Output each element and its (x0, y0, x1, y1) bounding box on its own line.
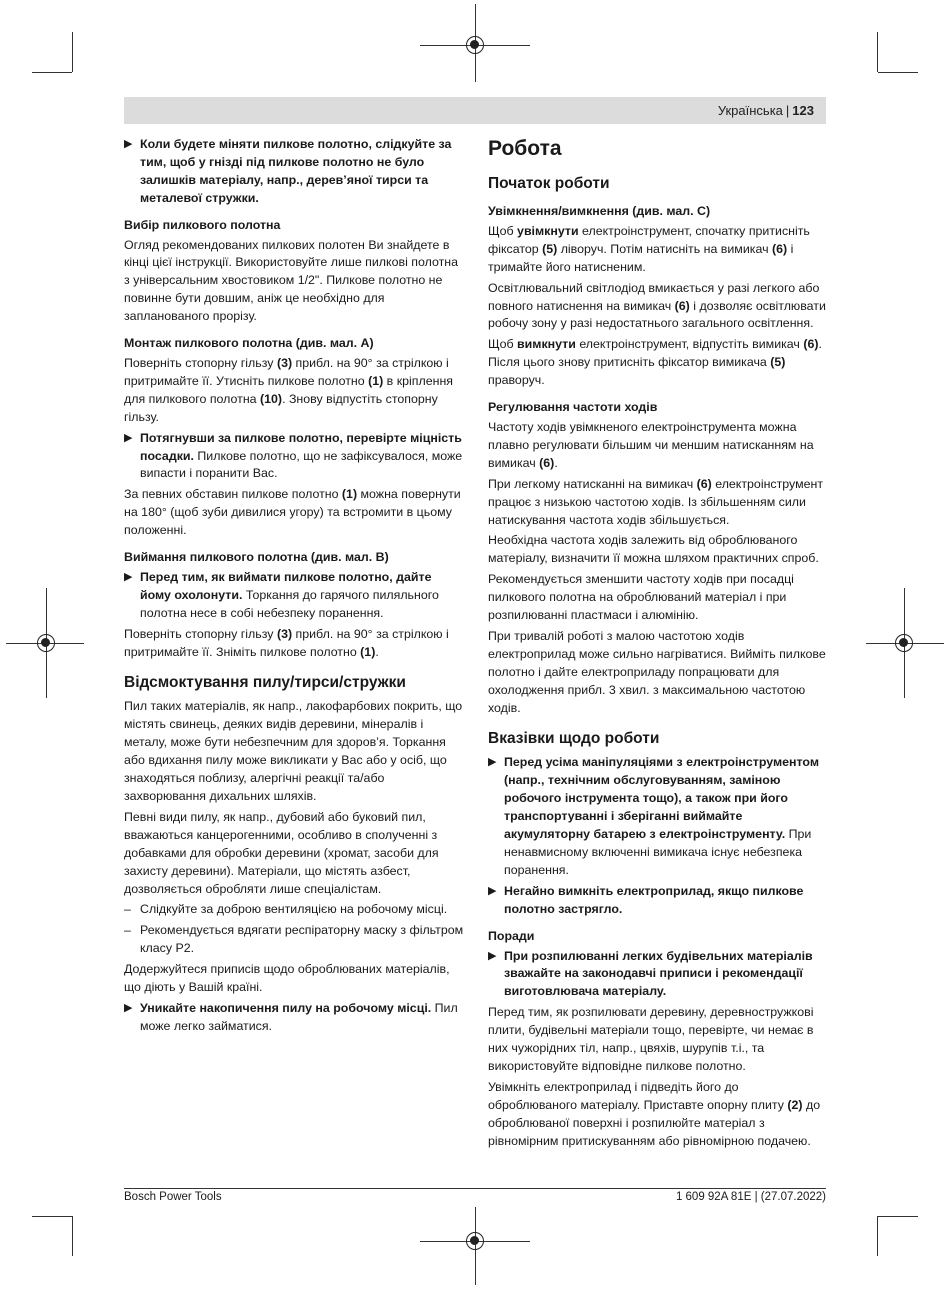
warning-text: Коли будете міняти пилкове полотно, слідкуйте за тим, щоб у гнізді під пилкове полотно не було залишків матеріалу, напр., дерев’яної тирси та металевої стружки. (140, 137, 452, 205)
warning-text: Негайно вимкніть електроприлад, якщо пилкове полотно застрягло. (504, 883, 804, 916)
registration-mark-icon (466, 36, 484, 54)
warning-item: ▶ Перед усіма маніпуляціями з електроінструментом (напр., технічним обслуговуванням, заміною робочого інструмента тощо), а також при його транспортуванні і зберіганні виймайте акумуляторну батарею з електроінструменту. При ненавмисному включенні вимикача існує небезпека поранення. (488, 755, 819, 877)
section-heading: Регулювання частоти ходів (488, 400, 658, 415)
crop-mark (72, 1216, 73, 1256)
page-header (124, 97, 826, 124)
triangle-bullet-icon: ▶ (488, 756, 497, 769)
list-item: – Рекомендується вдягати респіраторну маску з фільтром класу P2. (124, 923, 464, 956)
paragraph: Щоб вимкнути електроінструмент, відпустіть вимикач (6). Після цього знову притисніть фіксатор вимикача (5) праворуч. (488, 337, 822, 388)
warning-item (488, 948, 826, 1002)
triangle-bullet-icon: ▶ (124, 138, 133, 150)
section-title: Відсмоктування пилу/тирси/стружки (124, 674, 406, 692)
paragraph: Поверніть стопорну гільзу (3) прибл. на 90° за стрілкою і притримайте її. Зніміть пилкове полотно (1). (124, 626, 449, 659)
paragraph: Певні види пилу, як напр., дубовий або буковий пил, вважаються канцерогенними, особливо в сполученні з добавками для обробки деревини (хромат, засоби для захисту деревини). Матеріали, що містять азбест, дозволяється обробляти лише спеціалістам. (124, 809, 439, 896)
paragraph: Рекомендується зменшити частоту ходів при посадці пилкового полотна на оброблюваний матеріал і при розпилюванні пластмаси і алюмінію. (488, 572, 794, 623)
warning-text: Потягнувши за пилкове полотно, перевірте міцність посадки. (140, 430, 462, 463)
section-heading: Виймання пилкового полотна (див. мал. B) (124, 550, 389, 565)
section-heading: Увімкнення/вимкнення (див. мал. C) (488, 204, 711, 218)
paragraph: Додержуйтеся приписів щодо оброблюваних матеріалів, що діють у Вашій країні. (124, 962, 450, 995)
paragraph: За певних обставин пилкове полотно (1) можна повернути на 180° (щоб зуби дивилися угору) та встромити в цьому положенні. (124, 487, 461, 538)
paragraph: Пил таких матеріалів, як напр., лакофарбових покрить, що містять свинець, деяких видів деревини, мінералів і металу, може бути небезпечним для здоров’я. Торкання або вдихання пилу може викликати у Вас або у осіб, що знаходяться поблизу, алергічні реакції та/або захворювання дихальних шляхів. (124, 699, 463, 803)
page-number: 123 (792, 103, 814, 118)
right-column (488, 136, 826, 1154)
warning-text: Уникайте накопичення пилу на робочому місці. (140, 1000, 432, 1015)
footer-brand: Bosch Power Tools (124, 1191, 222, 1203)
warning-text: Перед тим, як виймати пилкове полотно, дайте йому охолонути. (140, 569, 432, 602)
paragraph: Увімкніть електроприлад і підведіть його до оброблюваного матеріалу. Приставте опорну плиту (2) до оброблюваної поверхні і розпилюйте матеріал з рівномірним притискуванням або рівномірною подачею. (488, 1079, 821, 1148)
warning-item (488, 883, 826, 919)
warning-item: ▶ Перед тим, як виймати пилкове полотно, дайте йому охолонути. Торкання до гарячого пиляльного полотна несе в собі небезпеку поранення. (124, 569, 439, 620)
paragraph: Поверніть стопорну гільзу (3) прибл. на 90° за стрілкою і притримайте її. Утисніть пилкове полотно (1) в кріплення для пилкового полотна (10). Знову відпустіть стопорну гільзу. (124, 355, 453, 424)
paragraph: Необхідна частота ходів залежить від оброблюваного матеріалу, визначити її можна шляхом практичних спроб. (488, 533, 819, 566)
crop-mark (877, 32, 878, 72)
section-title: Вказівки щодо роботи (488, 730, 660, 748)
crop-mark (32, 1216, 72, 1217)
crop-mark (878, 72, 918, 73)
crop-mark (72, 32, 73, 72)
warning-item (124, 136, 464, 208)
triangle-bullet-icon: ▶ (124, 431, 133, 444)
list-item: – Слідкуйте за доброю вентиляцією на робочому місці. (124, 902, 448, 917)
crop-mark (878, 1216, 918, 1217)
triangle-bullet-icon: ▶ (488, 949, 497, 962)
crop-mark (32, 72, 72, 73)
section-heading: Монтаж пилкового полотна (див. мал. A) (124, 336, 374, 351)
paragraph: Частоту ходів увімкненого електроінструмента можна плавно регулювати більшим чи меншим натисканням на вимикач (6). (488, 419, 814, 470)
warning-text: При розпилюванні легких будівельних матеріалів зважайте на законодавчі приписи і рекомендації виготовлювача матеріалу. (504, 948, 813, 999)
section-heading: Поради (488, 928, 535, 943)
chapter-title: Робота (488, 137, 562, 160)
footer-rule (124, 1188, 826, 1189)
warning-text: Перед усіма маніпуляціями з електроінструментом (напр., технічним обслуговуванням, заміною робочого інструмента тощо), а також при його транспортуванні і зберіганні виймайте акумуляторну батарею з електроінструменту. (504, 755, 819, 842)
left-column (124, 136, 464, 1039)
section-title: Початок роботи (488, 175, 610, 192)
warning-item: ▶ Потягнувши за пилкове полотно, перевірте міцність посадки. Пилкове полотно, що не зафіксувалося, може випасти і поранити Вас. (124, 430, 463, 481)
registration-mark-icon (895, 634, 913, 652)
paragraph: Щоб увімкнути електроінструмент, спочатку притисніть фіксатор (5) ліворуч. Потім натисніть на вимикач (6) і тримайте його натисненим. (488, 223, 810, 274)
paragraph: При тривалій роботі з малою частотою ходів електроприлад може сильно нагріватися. Вийміть пилкове полотно і дайте електроприладу попрацювати для охолодження прибл. 3 хвил. з максимальною частотою ходів. (488, 628, 826, 715)
footer-doc-id: 1 609 92A 81E | (27.07.2022) (675, 1191, 826, 1203)
triangle-bullet-icon: ▶ (124, 1001, 133, 1014)
registration-mark-icon (37, 634, 55, 652)
triangle-bullet-icon: ▶ (488, 884, 497, 897)
header-text: Українська | 123 (717, 103, 814, 118)
registration-mark-icon (466, 1232, 484, 1250)
crop-mark (877, 1216, 878, 1256)
section-heading: Вибір пилкового полотна (124, 217, 281, 232)
header-language: Українська (717, 103, 783, 118)
paragraph: Огляд рекомендованих пилкових полотен Ви знайдете в кінці цієї інструкції. Використовуйте лише пилкові полотна з універсальним хвостовиком 1/2". Пилкове полотно не повинне бути довшим, аніж це необхідно для запланованого прорізу. (124, 237, 458, 324)
paragraph: Перед тим, як розпилювати деревину, деревностружкові плити, будівельні матеріали тощо, перевірте, чи немає в них чужорідних тіл, напр., цвяхів, шурупів т.і., та використовуйте відповідне пилкове полотно. (488, 1005, 814, 1073)
triangle-bullet-icon: ▶ (124, 570, 133, 583)
paragraph: Освітлювальний світлодіод вмикається у разі легкого або повного натиснення на вимикач (6) і дозволяє освітлювати робочу зону у разі недостатнього загального освітлення. (488, 280, 826, 331)
warning-item: ▶ Уникайте накопичення пилу на робочому місці. Пил може легко займатися. (124, 1000, 458, 1033)
paragraph: При легкому натисканні на вимикач (6) електроінструмент працює з низькою частотою ходів. Із збільшенням сили натискування частота ходів збільшується. (488, 476, 824, 527)
